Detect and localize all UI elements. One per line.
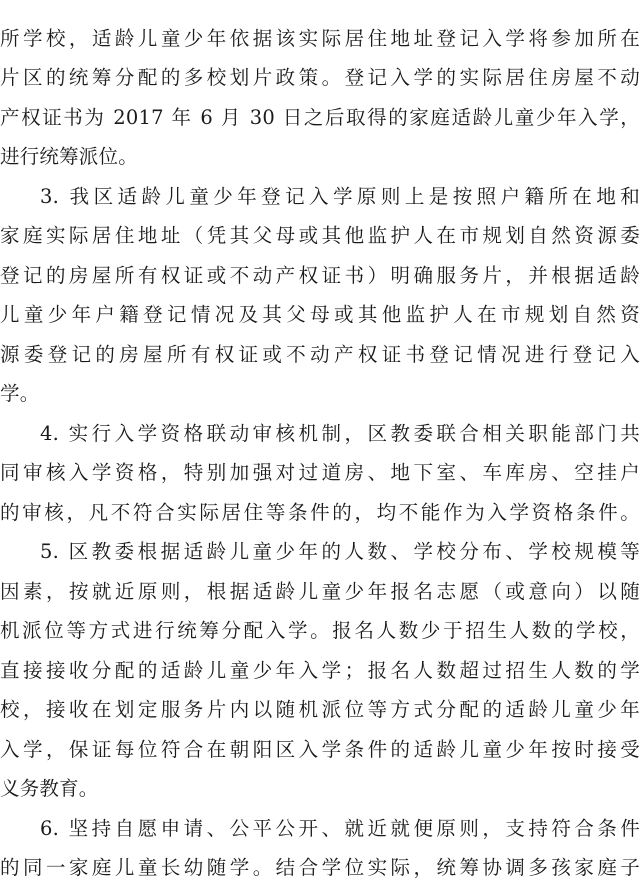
text-line: 产权证书为 2017 年 6 月 30 日之后取得的家庭适龄儿童少年入学，	[0, 106, 640, 129]
text-line: 因素，按就近原则，根据适龄儿童少年报名志愿（或意向）以随	[0, 580, 640, 603]
paragraph-start-line: 6. 坚持自愿申请、公平公开、就近就便原则，支持符合条件	[40, 817, 640, 840]
text-line: 源委登记的房屋所有权证或不动产权证书登记情况进行登记入	[0, 343, 640, 366]
text-line: 同审核入学资格，特别加强对过道房、地下室、车库房、空挂户	[0, 461, 640, 484]
text-line: 入学，保证每位符合在朝阳区入学条件的适龄儿童少年按时接受	[0, 738, 640, 761]
text-line: 的审核，凡不符合实际居住等条件的，均不能作为入学资格条件。	[0, 501, 640, 524]
text-line: 学。	[0, 382, 40, 405]
paragraph-start-line: 4. 实行入学资格联动审核机制，区教委联合相关职能部门共	[40, 422, 640, 445]
text-line: 校，接收在划定服务片内以随机派位等方式分配的适龄儿童少年	[0, 698, 640, 721]
paragraph-start-line: 5. 区教委根据适龄儿童少年的人数、学校分布、学校规模等	[40, 540, 640, 563]
text-line: 直接接收分配的适龄儿童少年入学；报名人数超过招生人数的学	[0, 659, 640, 682]
text-line: 机派位等方式进行统筹分配入学。报名人数少于招生人数的学校，	[0, 619, 640, 642]
text-line: 片区的统筹分配的多校划片政策。登记入学的实际居住房屋不动	[0, 66, 640, 89]
text-line: 义务教育。	[0, 777, 99, 800]
paragraph-start-line: 3. 我区适龄儿童少年登记入学原则上是按照户籍所在地和	[40, 185, 640, 208]
text-line: 进行统筹派位。	[0, 145, 138, 168]
text-line: 登记的房屋所有权证或不动产权证书）明确服务片，并根据适龄	[0, 264, 640, 287]
text-line: 儿童少年户籍登记情况及其父母或其他监护人在市规划自然资	[0, 303, 640, 326]
text-line: 所学校，适龄儿童少年依据该实际居住地址登记入学将参加所在	[0, 27, 640, 50]
text-line: 的同一家庭儿童长幼随学。结合学位实际，统筹协调多孩家庭子	[0, 856, 640, 879]
text-line: 家庭实际居住地址（凭其父母或其他监护人在市规划自然资源委	[0, 224, 640, 247]
